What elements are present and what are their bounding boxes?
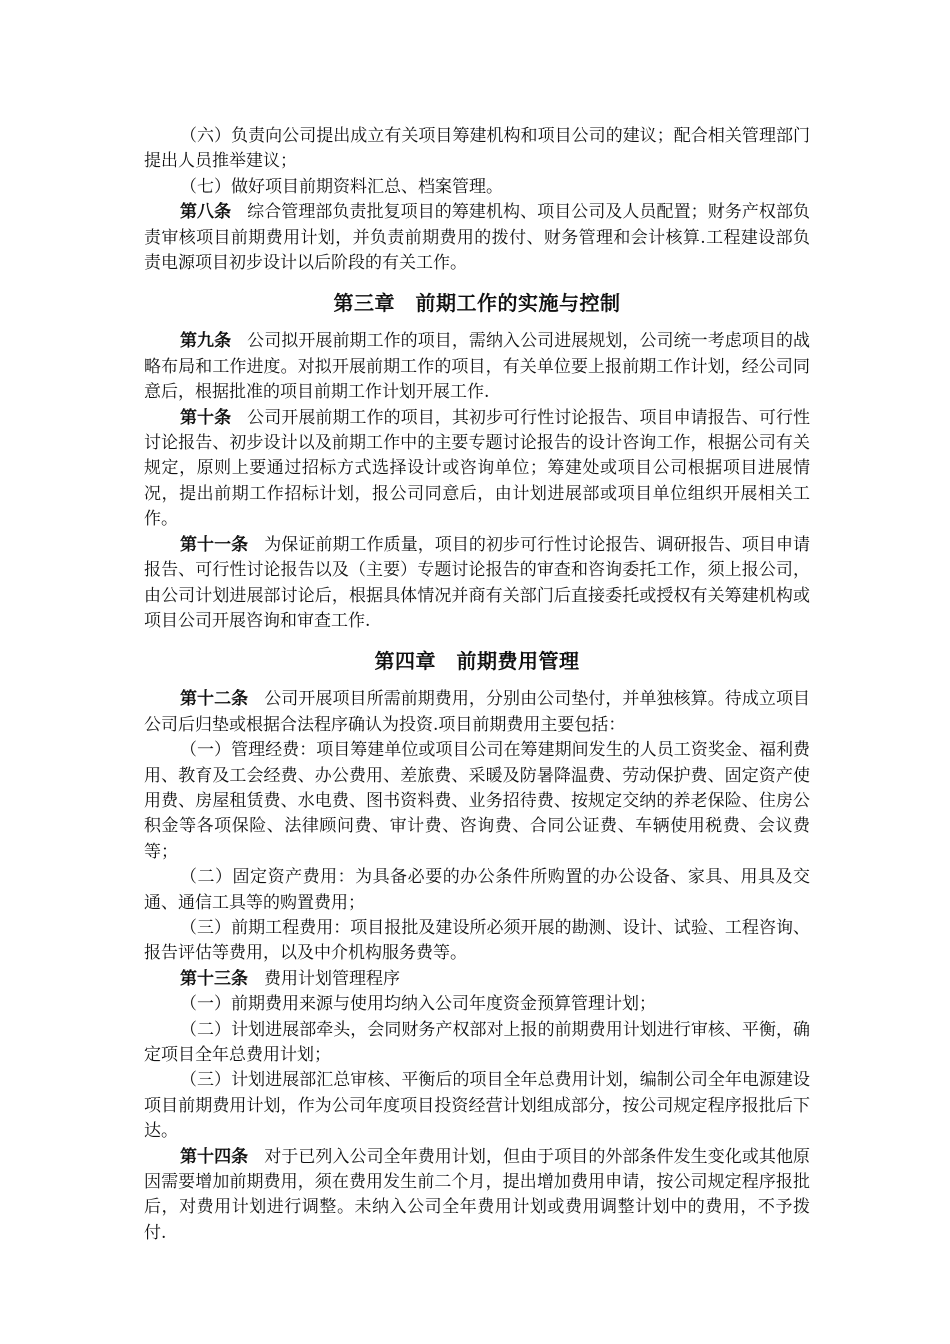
article-13-heading: 第十三条 xyxy=(180,968,248,989)
article-12-heading: 第十二条 xyxy=(180,689,249,710)
article-14: 第十四条 对于已列入公司全年费用计划，但由于项目的外部条件发生变化或其他原因需要增加前期费用，须在费用发生前二个月，提出增加费用申请，按公司规定程序报批后，对费用计划进行调整。未纳入公司全年费用计划或费用调整计划中的费用，不予拨付. xyxy=(144,1146,811,1243)
article-13-item-2: （二）计划进展部牵头，会同财务产权部对上报的前期费用计划进行审核、平衡，确定项目全年总费用计划； xyxy=(144,1019,810,1065)
article-9-heading: 第九条 xyxy=(180,331,232,352)
article-11: 第十一条 为保证前期工作质量，项目的初步可行性讨论报告、调研报告、项目申请报告、可行性讨论报告以及（主要）专题讨论报告的审查和咨询委托工作，须上报公司，由公司计划进展部讨论后，根据具体情况并商有关部门后直接委托或授权有关筹建机构或项目公司开展咨询和审查工作. xyxy=(144,534,811,631)
article-12-item-3: （三）前期工程费用：项目报批及建设所必须开展的勘测、设计、试验、工程咨询、报告评估等费用，以及中介机构服务费等。 xyxy=(144,917,810,964)
chapter-4-title: 第四章 前期费用管理 xyxy=(374,649,580,674)
article-10-heading: 第十条 xyxy=(180,407,232,428)
chapter-3-title: 第三章 前期工作的实施与控制 xyxy=(333,291,621,316)
article-12: 第十二条 公司开展项目所需前期费用，分别由公司垫付，并单独核算。待成立项目公司后归垫或根据合法程序确认为投资.项目前期费用主要包括： xyxy=(144,689,811,735)
article-12-item-2: （二）固定资产费用：为具备必要的办公条件所购置的办公设备、家具、用具及交通、通信工具等的购置费用； xyxy=(144,867,810,913)
clause-item-6: （六）负责向公司提出成立有关项目筹建机构和项目公司的建议；配合相关管理部门提出人员推举建议； xyxy=(144,126,810,172)
article-14-heading: 第十四条 xyxy=(180,1146,249,1167)
article-10: 第十条 公司开展前期工作的项目，其初步可行性讨论报告、项目申请报告、可行性讨论报告、初步设计以及前期工作中的主要专题讨论报告的设计咨询工作，根据公司有关规定，原则上要通过招标方式选择设计或咨询单位；筹建处或项目公司根据项目进展情况，提出前期工作招标计划，报公司同意后，由计划进展部或项目单位组织开展相关工作。 xyxy=(144,407,810,530)
article-8-heading: 第八条 xyxy=(180,202,232,223)
article-13-item-3: （三）计划进展部汇总审核、平衡后的项目全年总费用计划，编制公司全年电源建设项目前期费用计划，作为公司年度项目投资经营计划组成部分，按公司规定程序报批后下达。 xyxy=(144,1070,810,1142)
article-13-item-1: （一）前期费用来源与使用均纳入公司年度资金预算管理计划； xyxy=(180,994,656,1015)
clause-item-7: （七）做好项目前期资料汇总、档案管理。 xyxy=(180,176,503,197)
article-9: 第九条 公司拟开展前期工作的项目，需纳入公司进展规划，公司统一考虑项目的战略布局和工作进度。对拟开展前期工作的项目，有关单位要上报前期工作计划，经公司同意后，根据批准的项目前期工作计划开展工作. xyxy=(144,331,810,403)
article-13: 第十三条 费用计划管理程序 xyxy=(180,968,400,989)
article-11-heading: 第十一条 xyxy=(180,534,249,555)
document-page xyxy=(144,124,810,1246)
article-12-item-1: （一）管理经费：项目筹建单位或项目公司在筹建期间发生的人员工资奖金、福利费用、教育及工会经费、办公费用、差旅费、采暖及防暑降温费、劳动保护费、固定资产使用费、房屋租赁费、水电费、图书资料费、业务招待费、按规定交纳的养老保险、住房公积金等各项保险、法律顾问费、审计费、咨询费、合同公证费、车辆使用税费、会议费等； xyxy=(144,740,810,862)
article-8: 第八条 综合管理部负责批复项目的筹建机构、项目公司及人员配置；财务产权部负责审核项目前期费用计划，并负责前期费用的拨付、财务管理和会计核算.工程建设部负责电源项目初步设计以后阶段的有关工作。 xyxy=(144,202,810,274)
